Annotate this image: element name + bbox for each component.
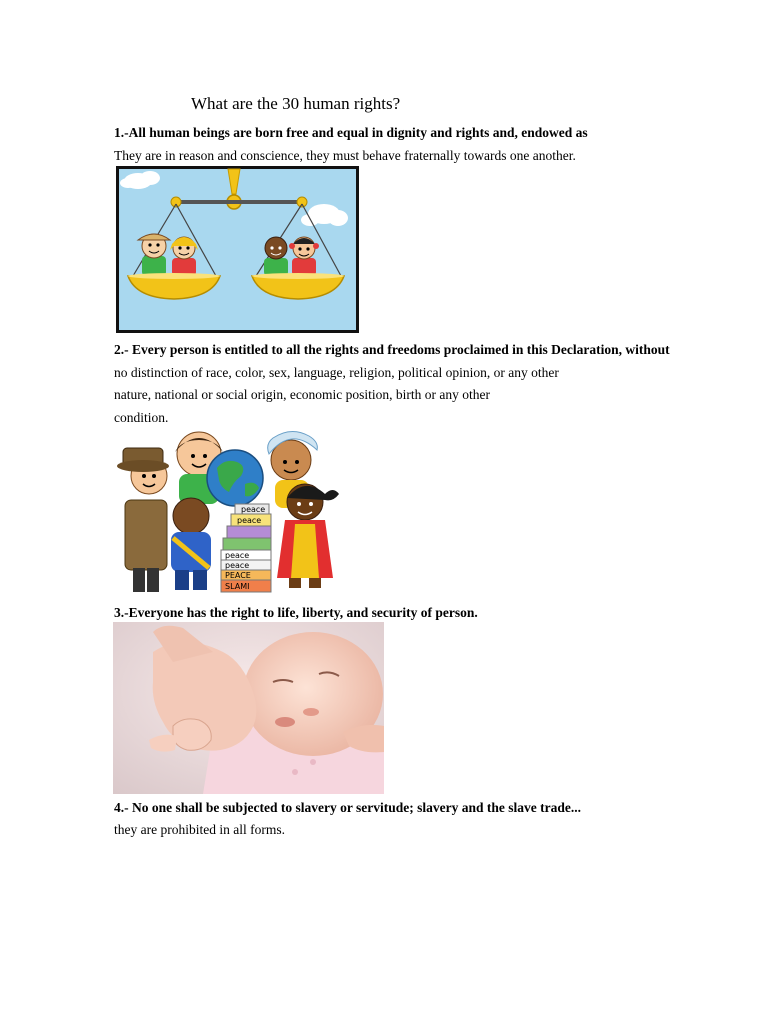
newborn-baby-photo: [113, 622, 384, 794]
book-label: peace: [225, 561, 250, 570]
book-label: peace: [237, 516, 262, 525]
page-title: What are the 30 human rights?: [191, 94, 401, 113]
right-4-heading: 4.- No one shall be subjected to slavery or servitude; slavery and the slave trade...: [114, 800, 581, 815]
right-4-text-line-1: they are prohibited in all forms.: [114, 822, 285, 837]
right-3-heading: 3.-Everyone has the right to life, liberty, and security of person.: [114, 605, 478, 620]
book-label: SLAMI: [225, 582, 250, 591]
book-label: PEACE: [225, 571, 251, 580]
right-1-text-line-1: They are in reason and conscience, they must behave fraternally towards one another.: [114, 148, 576, 163]
right-2-text-line-3: condition.: [114, 410, 169, 425]
right-2-text-line-2: nature, national or social origin, economic position, birth or any other: [114, 387, 491, 402]
book-label: peace: [225, 551, 250, 560]
scales-of-justice-illustration: [116, 166, 359, 333]
book-label: peace: [241, 505, 266, 514]
children-around-globe-illustration: [113, 428, 351, 598]
right-1-heading: 1.-All human beings are born free and equal in dignity and rights and, endowed as: [114, 125, 588, 140]
right-2-heading: 2.- Every person is entitled to all the rights and freedoms proclaimed in this Declaration, without: [114, 342, 670, 357]
right-2-text-line-1: no distinction of race, color, sex, language, religion, political opinion, or any other: [114, 365, 559, 380]
